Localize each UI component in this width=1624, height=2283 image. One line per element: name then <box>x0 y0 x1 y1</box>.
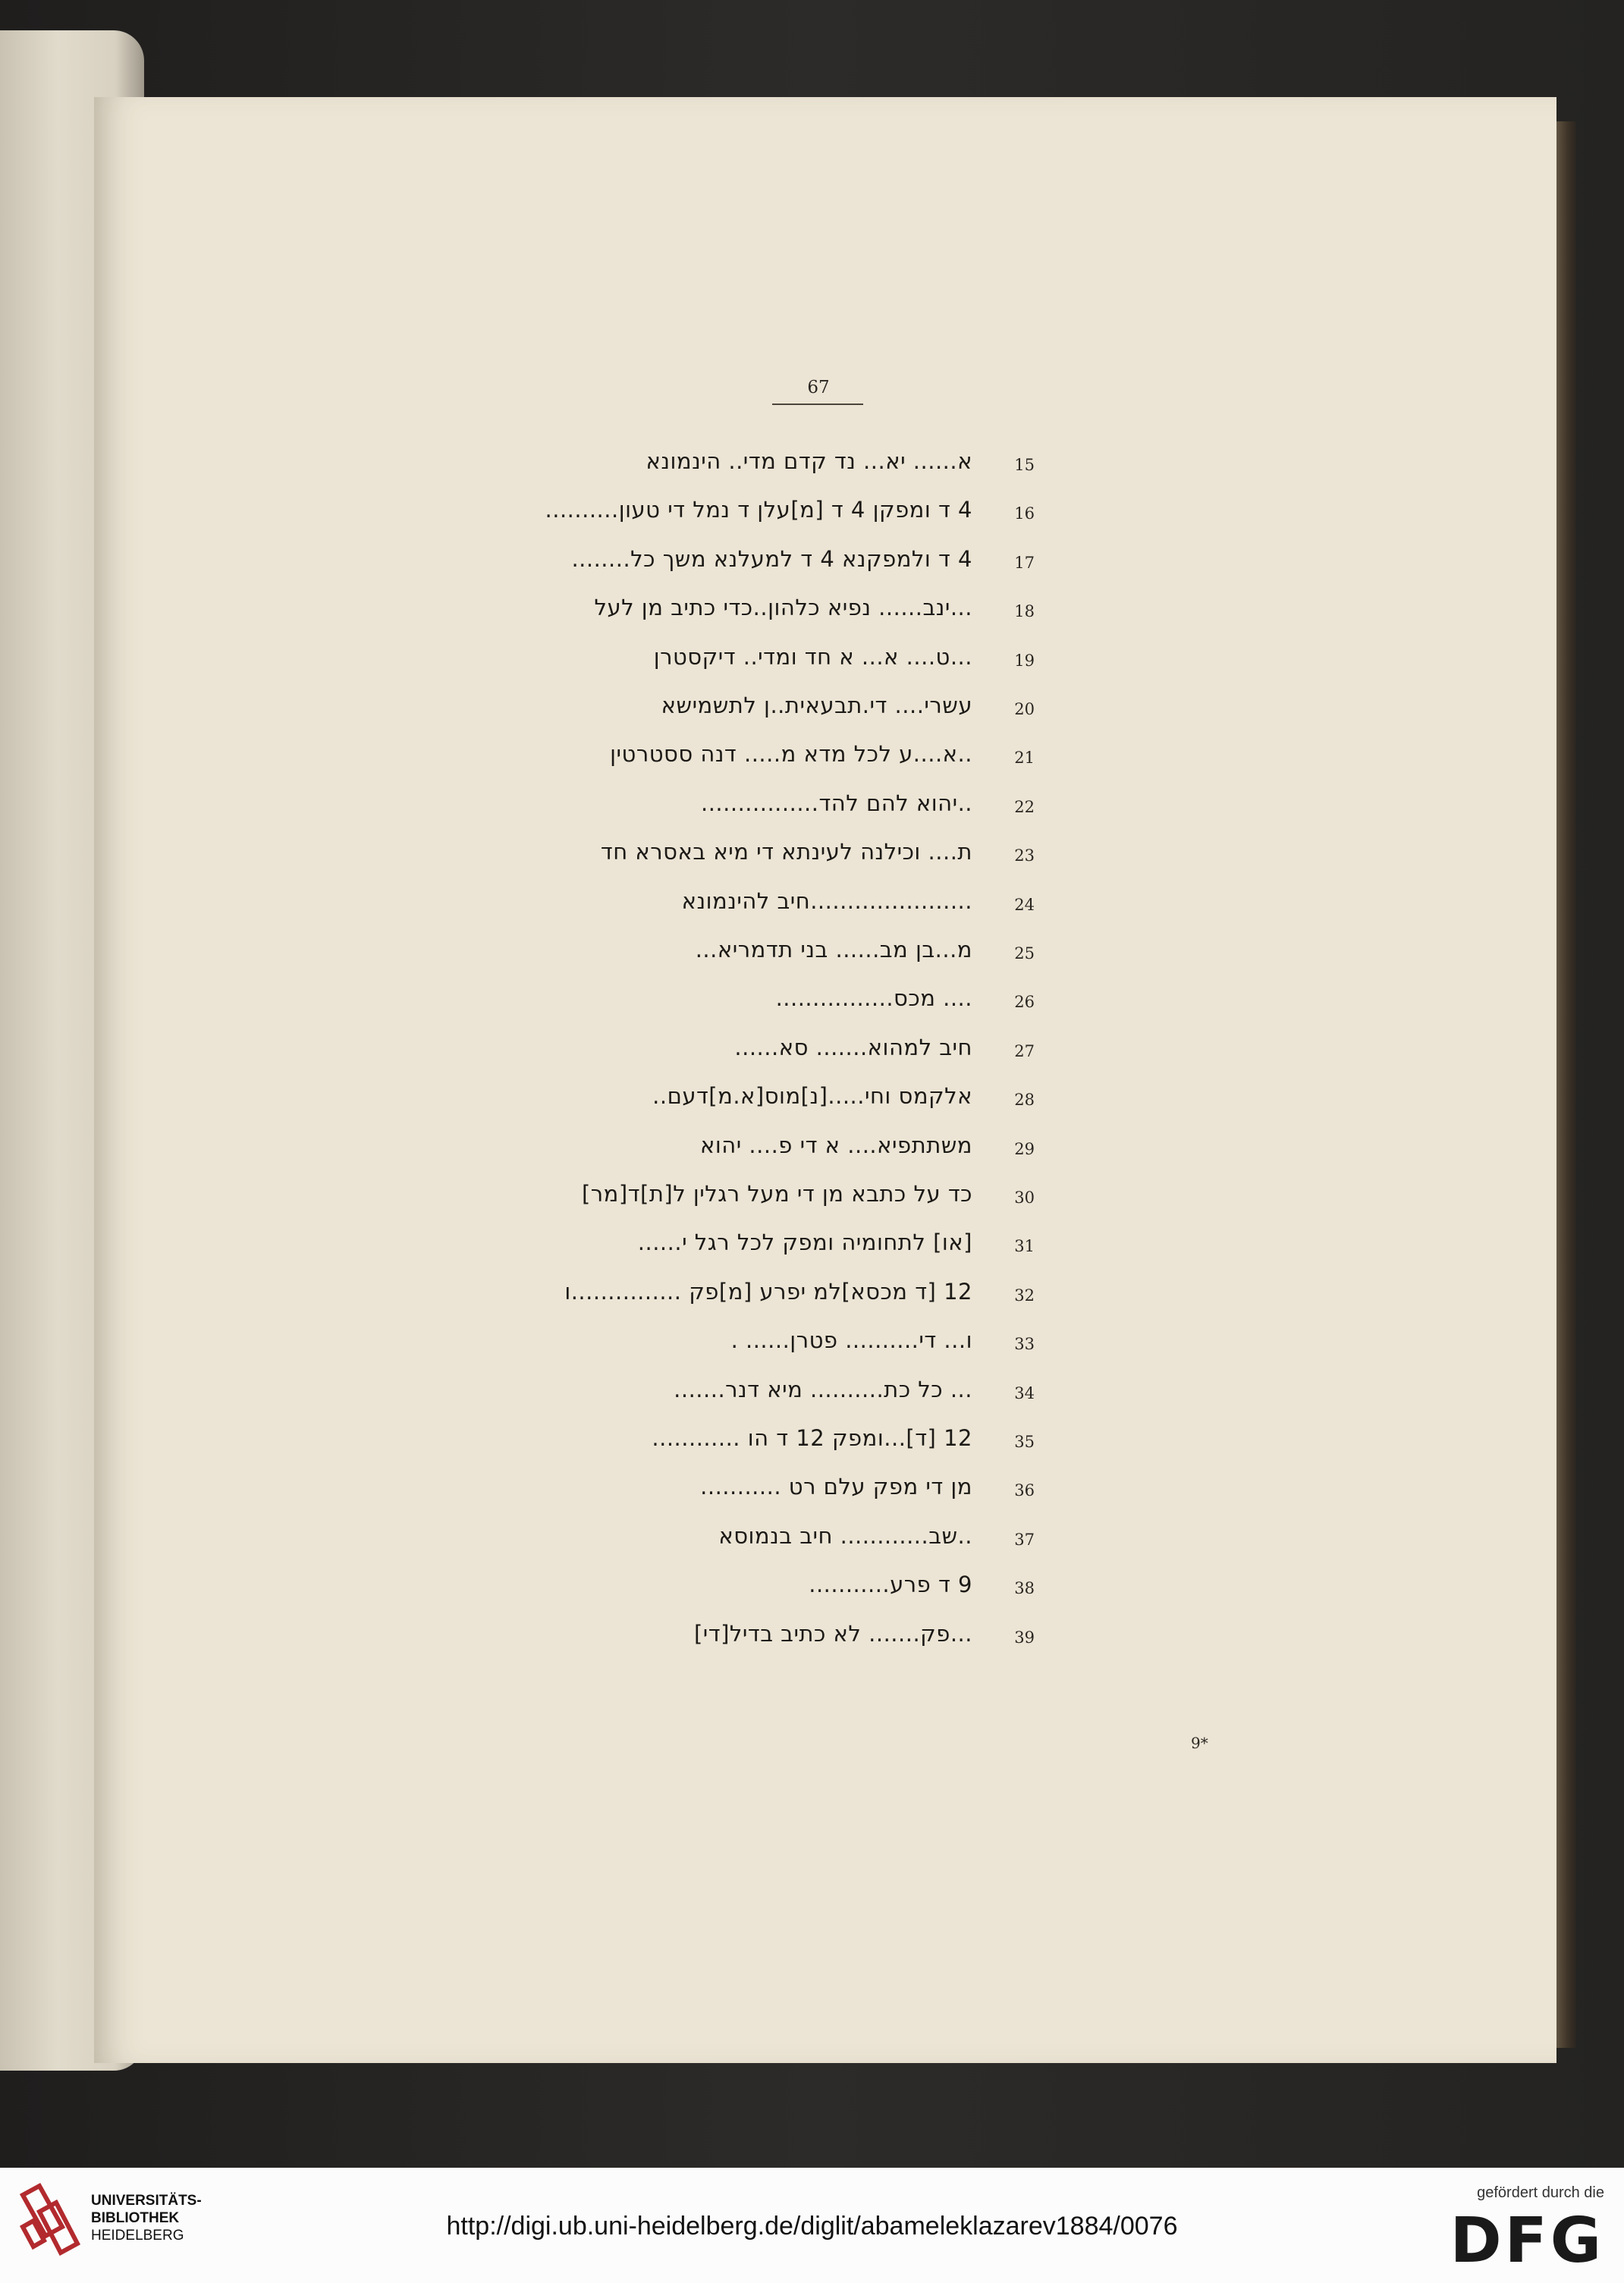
inscription-line <box>488 442 1035 491</box>
line-number: 19 <box>1014 651 1035 670</box>
signature-mark: 9* <box>1191 1734 1208 1752</box>
line-text: חיב למהוא....... סא...... <box>734 1034 972 1060</box>
line-text: ...ט.... א... א חד ומדי.. דיקסטרן <box>653 643 972 670</box>
line-number: 21 <box>1014 749 1035 768</box>
line-number: 17 <box>1014 553 1035 572</box>
line-text: 12 [ד מכסא]למ יפרע [מ]פק ...............ו <box>564 1278 972 1305</box>
line-number: 36 <box>1014 1481 1035 1500</box>
line-text: אלקמס וחי.....[נ]מוס[א.מ]דעם.. <box>652 1083 972 1110</box>
dfg-logo-icon: DFG <box>1450 2205 1604 2277</box>
inscription-line <box>488 1419 1035 1468</box>
inscription-line <box>488 491 1035 539</box>
inscription-line <box>488 931 1035 979</box>
line-number: 39 <box>1014 1628 1035 1647</box>
line-text: מ...בן מב...... בני תדמריא... <box>695 937 972 963</box>
inscription-line <box>488 1565 1035 1614</box>
line-number: 38 <box>1014 1579 1035 1598</box>
line-text: עשרי.... די.תבעאית..ן לתשמישא <box>661 692 972 718</box>
line-text: ...ינב...... נפיא כלהון..כדי כתיב מן לעל <box>594 595 972 621</box>
line-text: מן די מפק עלם רט ........... <box>700 1474 972 1500</box>
line-number: 30 <box>1014 1189 1035 1207</box>
line-text: 4 ד ולמפקנא 4 ד למעלנא משך כל........ <box>571 545 972 572</box>
line-text: ..א....ע לכל מדא מ..... דנה ססטרטין <box>610 741 972 768</box>
line-number: 24 <box>1014 895 1035 914</box>
line-number: 37 <box>1014 1530 1035 1549</box>
viewer-footer <box>0 2168 1624 2283</box>
inscription-line <box>488 1321 1035 1370</box>
inscription-line <box>488 1615 1035 1663</box>
line-number: 31 <box>1014 1237 1035 1256</box>
inscription-line <box>488 1028 1035 1077</box>
library-name-line1: UNIVERSITÄTS- <box>91 2193 202 2209</box>
line-number: 25 <box>1014 944 1035 963</box>
line-text: משתתפיא.... א די פ.... יהוא <box>700 1132 972 1158</box>
inscription-line <box>488 1273 1035 1321</box>
line-number: 35 <box>1014 1433 1035 1451</box>
inscription-line <box>488 784 1035 833</box>
line-number: 29 <box>1014 1139 1035 1158</box>
line-number: 18 <box>1014 602 1035 621</box>
inscription-line <box>488 686 1035 735</box>
line-text: 9 ד פרע........... <box>809 1572 972 1598</box>
line-number: 32 <box>1014 1286 1035 1305</box>
line-number: 15 <box>1014 456 1035 474</box>
inscription-line <box>488 638 1035 686</box>
line-number: 22 <box>1014 797 1035 816</box>
line-text: ת.... וכילנה לעינתא די מיא באסרא חד <box>600 839 972 865</box>
book-edge <box>1553 121 1576 2048</box>
line-number: 20 <box>1014 700 1035 718</box>
line-text: [או] לתחומיה ומפק לכל רגל י...... <box>637 1229 972 1256</box>
library-name-line3: HEIDELBERG <box>91 2228 184 2244</box>
page-number: 67 <box>807 378 830 397</box>
line-text: ...פק....... לא כתיב בדיל[די] <box>693 1620 972 1647</box>
line-text: 4 ד ומפקן 4 ד [מ]עלן ד נמל די טעון.......... <box>545 497 972 523</box>
line-text: ......................חיב להינמונא <box>681 887 972 914</box>
inscription-line <box>488 833 1035 881</box>
inscription-line <box>488 1517 1035 1565</box>
line-text: ו... די.......... פטרן...... . <box>730 1327 972 1354</box>
permalink-url[interactable]: http://digi.ub.uni-heidelberg.de/diglit/abameleklazarev1884/0076 <box>446 2212 1178 2241</box>
inscription-line <box>488 1371 1035 1419</box>
page-number-rule <box>772 404 863 405</box>
line-number: 16 <box>1014 504 1035 523</box>
inscription-line <box>488 735 1035 784</box>
funder-caption: gefördert durch die <box>1477 2184 1604 2201</box>
inscription-line <box>488 1223 1035 1272</box>
inscription-line <box>488 589 1035 637</box>
line-number: 33 <box>1014 1335 1035 1354</box>
line-number: 23 <box>1014 846 1035 865</box>
inscription-line <box>488 979 1035 1028</box>
line-text: כד על כתבא מן די מעל רגלין ל[ת]ד[מר] <box>581 1181 972 1207</box>
book-page <box>94 97 1556 2063</box>
line-text: ..יהוא להם להד................ <box>700 790 972 816</box>
inscription-line <box>488 1077 1035 1126</box>
library-name-line2: BIBLIOTHEK <box>91 2210 180 2226</box>
line-text: .... מכס................ <box>775 985 972 1012</box>
inscription-line <box>488 882 1035 931</box>
line-number: 27 <box>1014 1041 1035 1060</box>
inscription-line <box>488 1468 1035 1516</box>
line-number: 34 <box>1014 1383 1035 1402</box>
line-text: ... כל כת.......... מיא דנר....... <box>674 1376 972 1402</box>
line-text: ..שב............ חיב בנמוסא <box>718 1522 972 1549</box>
inscription-line <box>488 540 1035 589</box>
line-text: 12 [ד]...ומפק 12 ד הו ............ <box>652 1425 972 1451</box>
line-text: א...... יא... נד קדם מדי.. הינמונא <box>646 448 972 474</box>
line-number: 26 <box>1014 993 1035 1012</box>
line-number: 28 <box>1014 1091 1035 1110</box>
inscription-line <box>488 1175 1035 1223</box>
inscription-line <box>488 1126 1035 1175</box>
